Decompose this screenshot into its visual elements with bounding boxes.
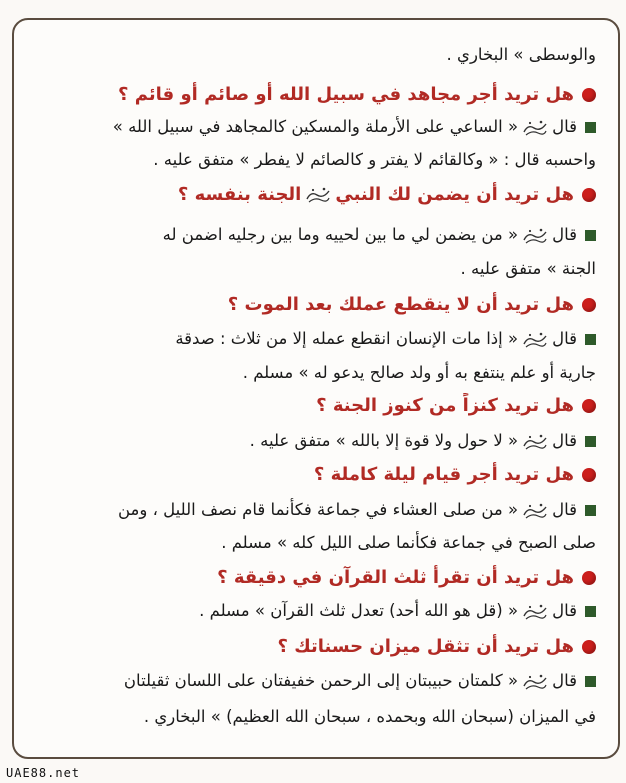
salawat-seal-icon	[522, 226, 548, 246]
body-text: والوسطى » البخاري .	[446, 45, 596, 64]
salawat-seal-icon	[522, 501, 548, 521]
red-bullet-icon	[582, 640, 596, 654]
hadith-text: « (قل هو الله أحد) تعدل ثلث القرآن » مسلم .	[199, 601, 519, 620]
site-watermark: UAE88.net	[6, 766, 81, 780]
body-text: الجنة » متفق عليه .	[460, 259, 596, 278]
green-square-icon	[585, 436, 596, 447]
line-hadith	[26, 428, 596, 456]
question-text: هل تريد أن تثقل ميزان حسناتك ؟	[277, 636, 574, 657]
said-label: قال	[552, 431, 577, 450]
red-bullet-icon	[582, 298, 596, 312]
line-text	[26, 147, 596, 175]
salawat-seal-icon	[522, 330, 548, 350]
line-text	[26, 256, 596, 284]
body-text: في الميزان (سبحان الله وبحمده ، سبحان الله العظيم) » البخاري .	[143, 707, 596, 726]
said-label: قال	[552, 329, 577, 348]
salawat-seal-icon	[522, 602, 548, 622]
line-question	[26, 393, 596, 421]
line-hadith	[26, 668, 596, 696]
question-text: هل تريد أن يضمن لك النبي	[335, 184, 574, 205]
said-label: قال	[552, 117, 577, 136]
green-square-icon	[585, 606, 596, 617]
body-text: صلى الصبح في جماعة فكأنما صلى الليل كله » مسلم .	[221, 533, 596, 552]
body-text: جارية أو علم ينتفع به أو ولد صالح يدعو له » مسلم .	[242, 363, 596, 382]
red-bullet-icon	[582, 399, 596, 413]
salawat-seal-icon	[305, 185, 331, 205]
line-text	[26, 360, 596, 388]
green-square-icon	[585, 230, 596, 241]
line-text	[26, 704, 596, 732]
hadith-text: « من يضمن لي ما بين لحييه وما بين رجليه اضمن له	[162, 225, 519, 244]
hadith-text: « إذا مات الإنسان انقطع عمله إلا من ثلاث : صدقة	[175, 329, 519, 348]
hadith-text: « لا حول ولا قوة إلا بالله » متفق عليه .	[249, 431, 519, 450]
line-hadith	[26, 114, 596, 142]
said-label: قال	[552, 500, 577, 519]
red-bullet-icon	[582, 88, 596, 102]
said-label: قال	[552, 225, 577, 244]
hadith-list	[26, 30, 596, 746]
question-text: هل تريد أجر مجاهد في سبيل الله أو صائم أو قائم ؟	[118, 84, 574, 105]
line-text	[26, 530, 596, 558]
line-question	[26, 182, 596, 210]
red-bullet-icon	[582, 571, 596, 585]
red-bullet-icon	[582, 188, 596, 202]
hadith-text: « كلمتان حبيبتان إلى الرحمن خفيفتان على اللسان ثقيلتان	[123, 671, 519, 690]
red-bullet-icon	[582, 468, 596, 482]
salawat-seal-icon	[522, 118, 548, 138]
line-hadith	[26, 222, 596, 250]
line-question	[26, 565, 596, 593]
green-square-icon	[585, 122, 596, 133]
said-label: قال	[552, 671, 577, 690]
body-text: واحسبه قال : « وكالقائم لا يفتر و كالصائم لا يفطر » متفق عليه .	[153, 150, 596, 169]
line-text	[26, 42, 596, 70]
line-question	[26, 292, 596, 320]
line-question	[26, 634, 596, 662]
question-text: هل تريد أن تقرأ ثلث القرآن في دقيقة ؟	[217, 567, 574, 588]
line-hadith	[26, 497, 596, 525]
line-question	[26, 82, 596, 110]
line-hadith	[26, 326, 596, 354]
salawat-seal-icon	[522, 432, 548, 452]
green-square-icon	[585, 334, 596, 345]
line-question	[26, 462, 596, 490]
salawat-seal-icon	[522, 672, 548, 692]
line-hadith	[26, 598, 596, 626]
green-square-icon	[585, 505, 596, 516]
green-square-icon	[585, 676, 596, 687]
hadith-text: « الساعي على الأرملة والمسكين كالمجاهد في سبيل الله »	[112, 117, 519, 136]
hadith-text: « من صلى العشاء في جماعة فكأنما قام نصف الليل ، ومن	[117, 500, 519, 519]
question-text: هل تريد كنزاً من كنوز الجنة ؟	[316, 395, 574, 416]
question-text: هل تريد أجر قيام ليلة كاملة ؟	[313, 464, 574, 485]
question-text: هل تريد أن لا ينقطع عملك بعد الموت ؟	[227, 294, 574, 315]
said-label: قال	[552, 601, 577, 620]
question-text: الجنة بنفسه ؟	[177, 184, 302, 205]
